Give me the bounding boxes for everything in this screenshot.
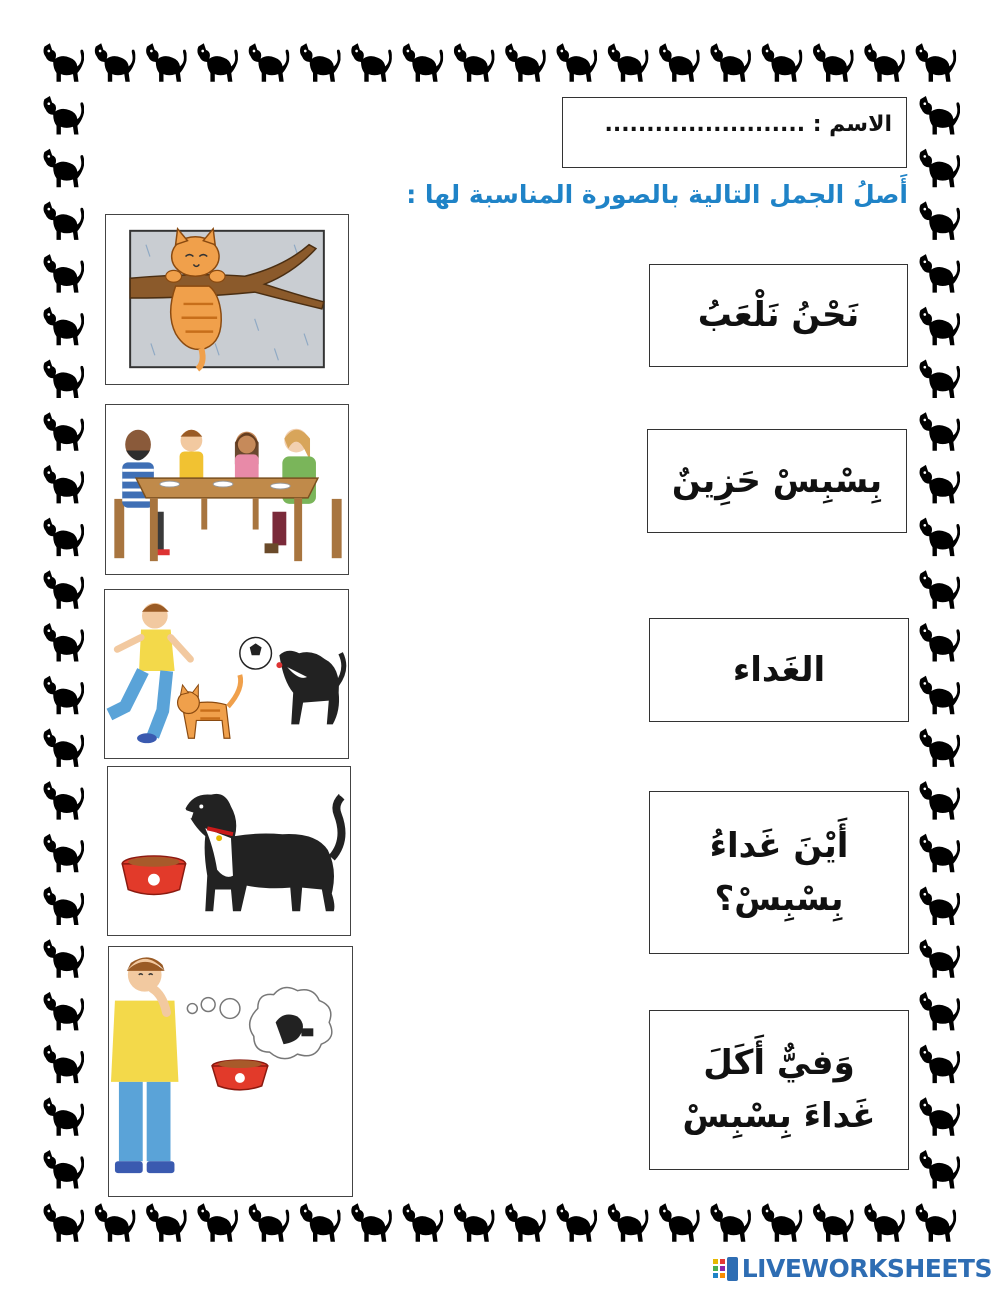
cat-silhouette-icon [454, 1203, 495, 1242]
cat-silhouette-icon [454, 43, 495, 82]
cat-silhouette-icon [44, 307, 85, 346]
cat-silhouette-icon [44, 992, 85, 1031]
cat-silhouette-icon [44, 201, 85, 240]
cat-silhouette-icon [920, 1150, 961, 1189]
cat-silhouette-icon [920, 360, 961, 399]
cat-silhouette-icon [920, 518, 961, 557]
cat-silhouette-icon [249, 1203, 290, 1242]
cat-silhouette-icon [300, 43, 341, 82]
cat-silhouette-icon [864, 1203, 905, 1242]
cat-silhouette-icon [44, 834, 85, 873]
cat-silhouette-icon [44, 939, 85, 978]
cat-silhouette-icon [44, 1045, 85, 1084]
cat-silhouette-icon [920, 676, 961, 715]
cat-silhouette-icon [44, 1097, 85, 1136]
cat-silhouette-icon [608, 43, 649, 82]
sentence-box-5[interactable]: وَفيٌّ أَكَلَ غَداءَ بِسْبِسْ [649, 1010, 909, 1170]
cat-silhouette-icon [920, 307, 961, 346]
cat-silhouette-icon [44, 465, 85, 504]
cat-silhouette-icon [920, 1097, 961, 1136]
cat-silhouette-icon [44, 1203, 85, 1242]
cat-silhouette-icon [916, 1203, 957, 1242]
cat-silhouette-icon [920, 201, 961, 240]
cat-silhouette-icon [300, 1203, 341, 1242]
cat-silhouette-icon [920, 465, 961, 504]
cat-silhouette-icon [44, 518, 85, 557]
cat-silhouette-icon [557, 1203, 598, 1242]
picture-family-lunch[interactable] [105, 404, 349, 575]
cat-silhouette-icon [762, 1203, 803, 1242]
cat-silhouette-icon [44, 781, 85, 820]
boy-dog-cat-illustration [105, 590, 348, 758]
cat-silhouette-icon [710, 43, 751, 82]
cat-silhouette-icon [44, 887, 85, 926]
sentence-box-3[interactable]: الغَداء [649, 618, 909, 722]
cat-silhouette-icon [44, 254, 85, 293]
cat-silhouette-icon [403, 1203, 444, 1242]
picture-boy-dog-cat[interactable] [104, 589, 349, 759]
cat-silhouette-icon [505, 43, 546, 82]
sentence-box-2[interactable]: بِسْبِسْ حَزِينٌ [647, 429, 907, 533]
cat-silhouette-icon [197, 1203, 238, 1242]
cat-silhouette-icon [920, 939, 961, 978]
cat-silhouette-icon [351, 43, 392, 82]
cat-on-branch-illustration [106, 215, 348, 384]
cat-silhouette-icon [608, 1203, 649, 1242]
cat-silhouette-icon [44, 43, 85, 82]
cat-silhouette-icon [916, 43, 957, 82]
cat-silhouette-icon [197, 43, 238, 82]
cat-silhouette-icon [44, 570, 85, 609]
cat-silhouette-icon [920, 149, 961, 188]
cat-silhouette-icon [920, 728, 961, 767]
cat-silhouette-icon [146, 43, 187, 82]
name-field-box [562, 97, 907, 168]
cat-silhouette-icon [813, 43, 854, 82]
cat-silhouette-icon [659, 1203, 700, 1242]
picture-cat-on-branch[interactable] [105, 214, 349, 385]
cat-silhouette-icon [249, 43, 290, 82]
cat-silhouette-icon [505, 1203, 546, 1242]
cat-silhouette-icon [920, 992, 961, 1031]
cat-silhouette-icon [351, 1203, 392, 1242]
cat-silhouette-icon [920, 254, 961, 293]
instruction-text: أَصلُ الجمل التالية بالصورة المناسبة لها : [406, 180, 908, 209]
sentence-box-1[interactable]: نَحْنُ نَلْعَبُ [649, 264, 908, 367]
cat-silhouette-icon [920, 1045, 961, 1084]
sentence-box-4[interactable]: أَيْنَ غَداءُ بِسْبِسْ؟ [649, 791, 909, 954]
cat-silhouette-icon [44, 96, 85, 135]
dog-food-bowl-illustration [108, 767, 350, 935]
picture-dog-food-bowl[interactable] [107, 766, 351, 936]
cat-silhouette-icon [44, 1150, 85, 1189]
cat-silhouette-icon [920, 623, 961, 662]
cat-silhouette-icon [920, 96, 961, 135]
cat-silhouette-icon [920, 412, 961, 451]
cat-silhouette-icon [920, 834, 961, 873]
cat-silhouette-icon [44, 623, 85, 662]
cat-silhouette-icon [920, 570, 961, 609]
cat-silhouette-icon [403, 43, 444, 82]
picture-boy-thinking[interactable] [108, 946, 353, 1197]
cat-silhouette-icon [44, 360, 85, 399]
cat-silhouette-icon [44, 728, 85, 767]
liveworksheets-footer [713, 1254, 992, 1283]
cat-silhouette-icon [557, 43, 598, 82]
cat-silhouette-icon [44, 149, 85, 188]
liveworksheets-brand: LIVEWORKSHEETS [741, 1254, 992, 1283]
cat-silhouette-icon [813, 1203, 854, 1242]
cat-silhouette-icon [920, 781, 961, 820]
family-lunch-illustration [106, 405, 348, 574]
cat-silhouette-icon [95, 43, 136, 82]
cat-silhouette-icon [44, 676, 85, 715]
cat-silhouette-icon [95, 1203, 136, 1242]
cat-silhouette-icon [762, 43, 803, 82]
cat-silhouette-icon [44, 412, 85, 451]
cat-silhouette-icon [146, 1203, 187, 1242]
name-label: الاسم : ........................ [604, 112, 892, 137]
cat-silhouette-icon [710, 1203, 751, 1242]
liveworksheets-logo-icon [713, 1255, 739, 1283]
cat-silhouette-icon [659, 43, 700, 82]
cat-silhouette-icon [864, 43, 905, 82]
boy-thinking-illustration [109, 947, 352, 1196]
cat-silhouette-icon [920, 887, 961, 926]
